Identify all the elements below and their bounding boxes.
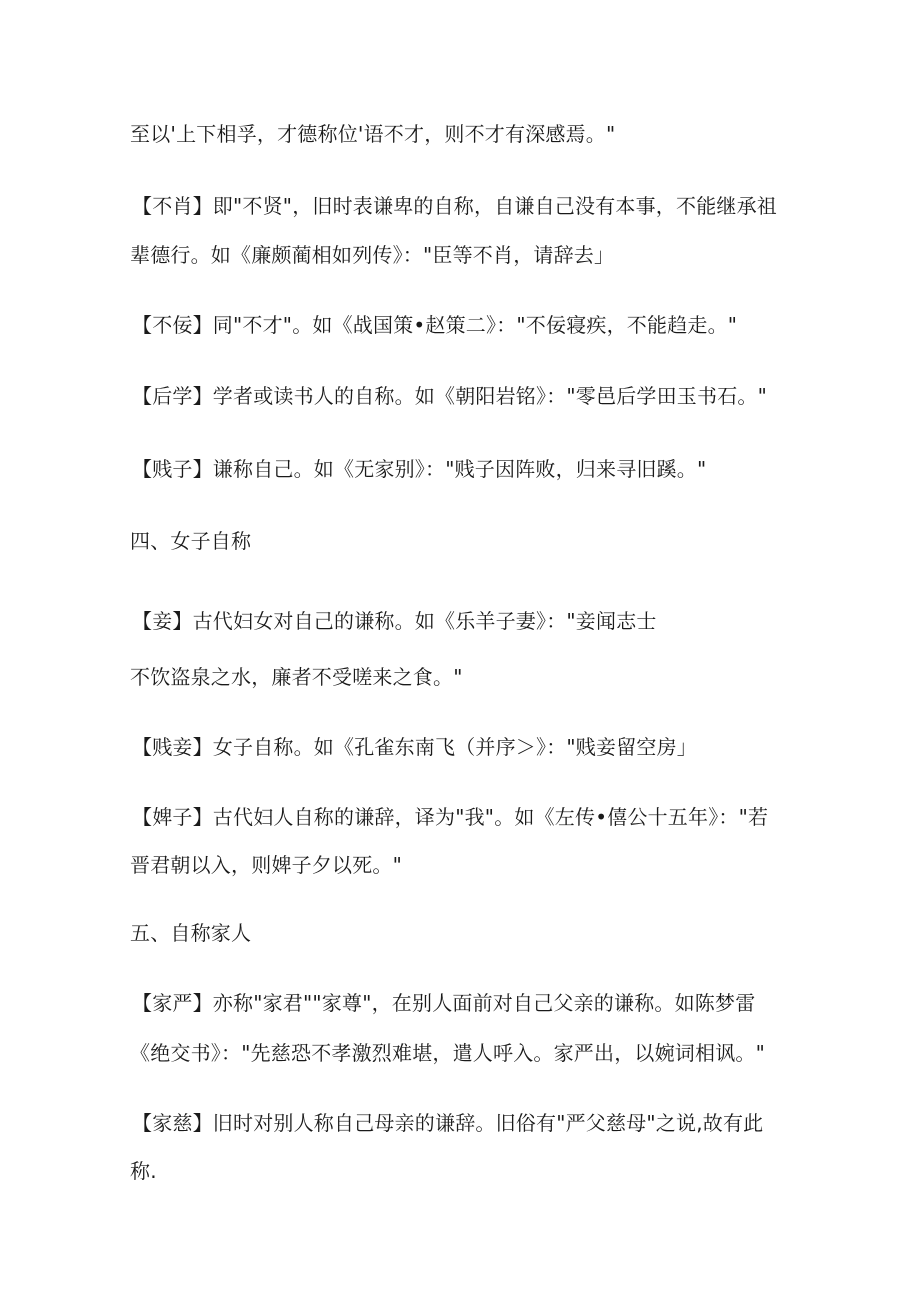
section-heading: 四、女子自称: [130, 529, 252, 553]
entry-jian-qie: 【贱妾】女子自称。如《孔雀东南飞（并序＞》："贱妾留空房」: [132, 735, 697, 759]
entry-jia-ci: 【家慈】旧时对别人称自己母亲的谦辞。旧俗有"严父慈母"之说,故有此: [132, 1111, 764, 1135]
text-line: 晋君朝以入，则婢子夕以死。": [130, 853, 402, 877]
entry-qie: 【妾】古代妇女对自己的谦称。如《乐羊子妻》："妾闻志士: [132, 609, 657, 633]
entry-bu-ning: 【不佞】同"不才"。如《战国策•赵策二》："不佞寝疾，不能趋走。": [132, 313, 738, 337]
text-line: 称.: [130, 1159, 157, 1183]
entry-jia-yan: 【家严】亦称"家君""家尊"，在别人面前对自己父亲的谦称。如陈梦雷: [132, 991, 756, 1015]
entry-jian-zi: 【贱子】谦称自己。如《无家别》："贱子因阵败，归来寻旧蹊。": [132, 457, 707, 481]
entry-bu-xiao: 【不肖】即"不贤"，旧时表谦卑的自称，自谦自己没有本事，不能继承祖: [132, 194, 777, 218]
entry-hou-xue: 【后学】学者或读书人的自称。如《朝阳岩铭》："零邑后学田玉书石。": [132, 384, 767, 408]
entry-bi-zi: 【婢子】古代妇人自称的谦辞，译为"我"。如《左传•僖公十五年》："若: [132, 805, 769, 829]
section-heading: 五、自称家人: [130, 921, 252, 945]
text-line: 不饮盗泉之水，廉者不受嗟来之食。": [130, 665, 463, 689]
text-line: 《绝交书》："先慈恐不孝激烈难堪，遣人呼入。家严出，以婉词相讽。": [130, 1041, 765, 1065]
text-line: 至以'上下相孚，才德称位'语不才，则不才有深感焉。": [130, 122, 616, 146]
text-line: 辈德行。如《廉颇蔺相如列传》："臣等不肖，请辞去」: [130, 243, 615, 267]
